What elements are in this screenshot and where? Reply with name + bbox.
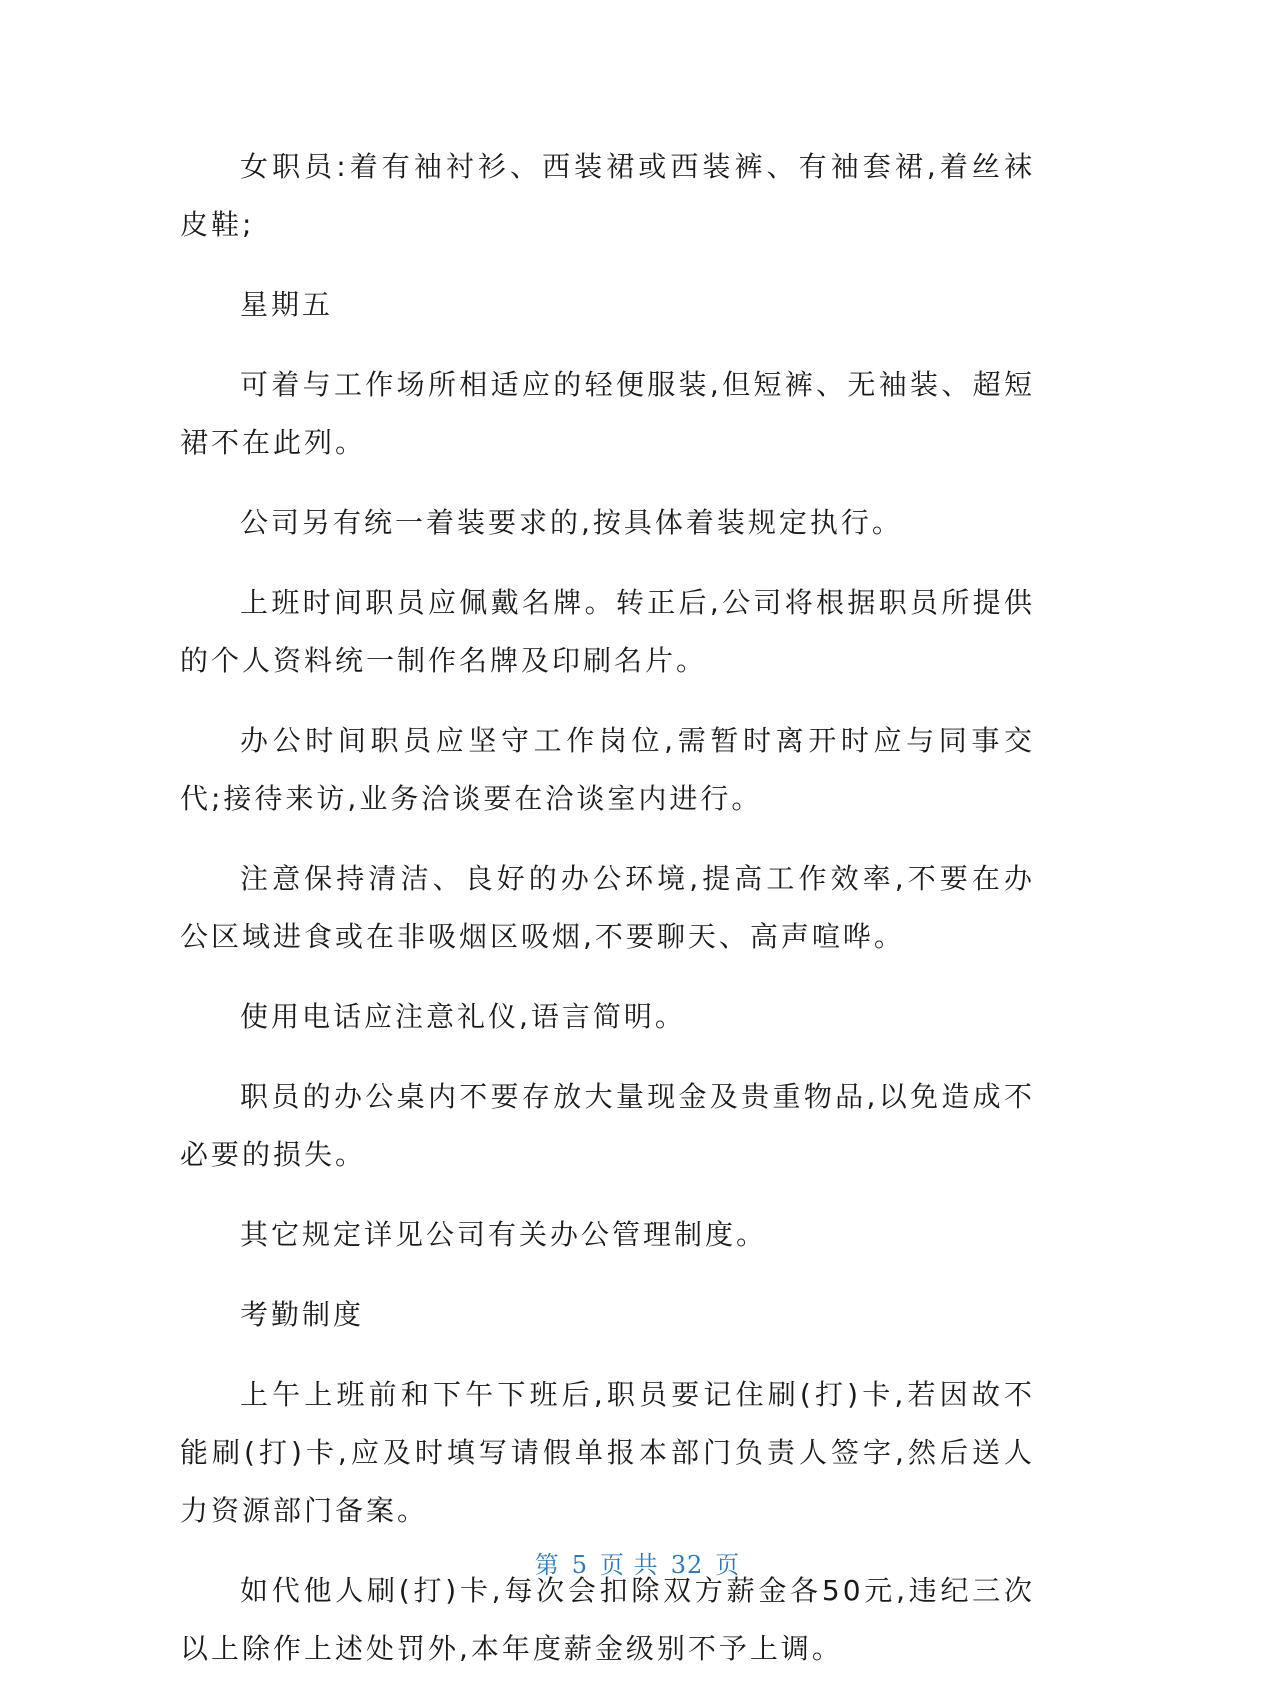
- paragraph-clock-in: 上午上班前和下午下班后,职员要记住刷(打)卡,若因故不能刷(打)卡,应及时填写请假单报本部门负责人签字,然后送人力资源部门备案。: [180, 1378, 1035, 1527]
- document-body: [180, 138, 1035, 1700]
- paragraph-phone-etiquette: 使用电话应注意礼仪,语言简明。: [240, 1000, 686, 1033]
- footer-suffix: 页: [715, 1551, 741, 1579]
- footer-prefix: 第: [534, 1551, 560, 1579]
- paragraph-uniform-rules: 公司另有统一着装要求的,按具体着装规定执行。: [240, 506, 903, 539]
- footer-current-page: 5: [571, 1551, 589, 1579]
- paragraph-female-dress: 女职员:着有袖衬衫、西装裙或西装裤、有袖套裙,着丝袜皮鞋;: [180, 150, 1035, 241]
- paragraph-casual-dress: 可着与工作场所相适应的轻便服装,但短裤、无袖装、超短裙不在此列。: [180, 368, 1035, 459]
- paragraph-other-rules: 其它规定详见公司有关办公管理制度。: [240, 1218, 768, 1251]
- footer-total-pages: 32: [670, 1551, 704, 1579]
- paragraph-valuables: 职员的办公桌内不要存放大量现金及贵重物品,以免造成不必要的损失。: [180, 1080, 1035, 1171]
- paragraph-work-post: 办公时间职员应坚守工作岗位,需暂时离开时应与同事交代;接待来访,业务洽谈要在洽谈室内进行。: [180, 724, 1035, 815]
- footer-mid: 页 共: [600, 1551, 659, 1579]
- paragraph-name-badge: 上班时间职员应佩戴名牌。转正后,公司将根据职员所提供的个人资料统一制作名牌及印刷名片。: [180, 586, 1035, 677]
- paragraph-proxy-clock-in: 如代他人刷(打)卡,每次会扣除双方薪金各50元,违纪三次以上除作上述处罚外,本年度薪金级别不予上调。: [180, 1574, 1035, 1665]
- paragraph-friday: 星期五: [240, 288, 334, 321]
- page-number-footer: [0, 1545, 1275, 1580]
- paragraph-office-environment: 注意保持清洁、良好的办公环境,提高工作效率,不要在办公区域进食或在非吸烟区吸烟,不要聊天、高声喧哗。: [180, 862, 1035, 953]
- section-heading-attendance: 考勤制度: [240, 1298, 365, 1331]
